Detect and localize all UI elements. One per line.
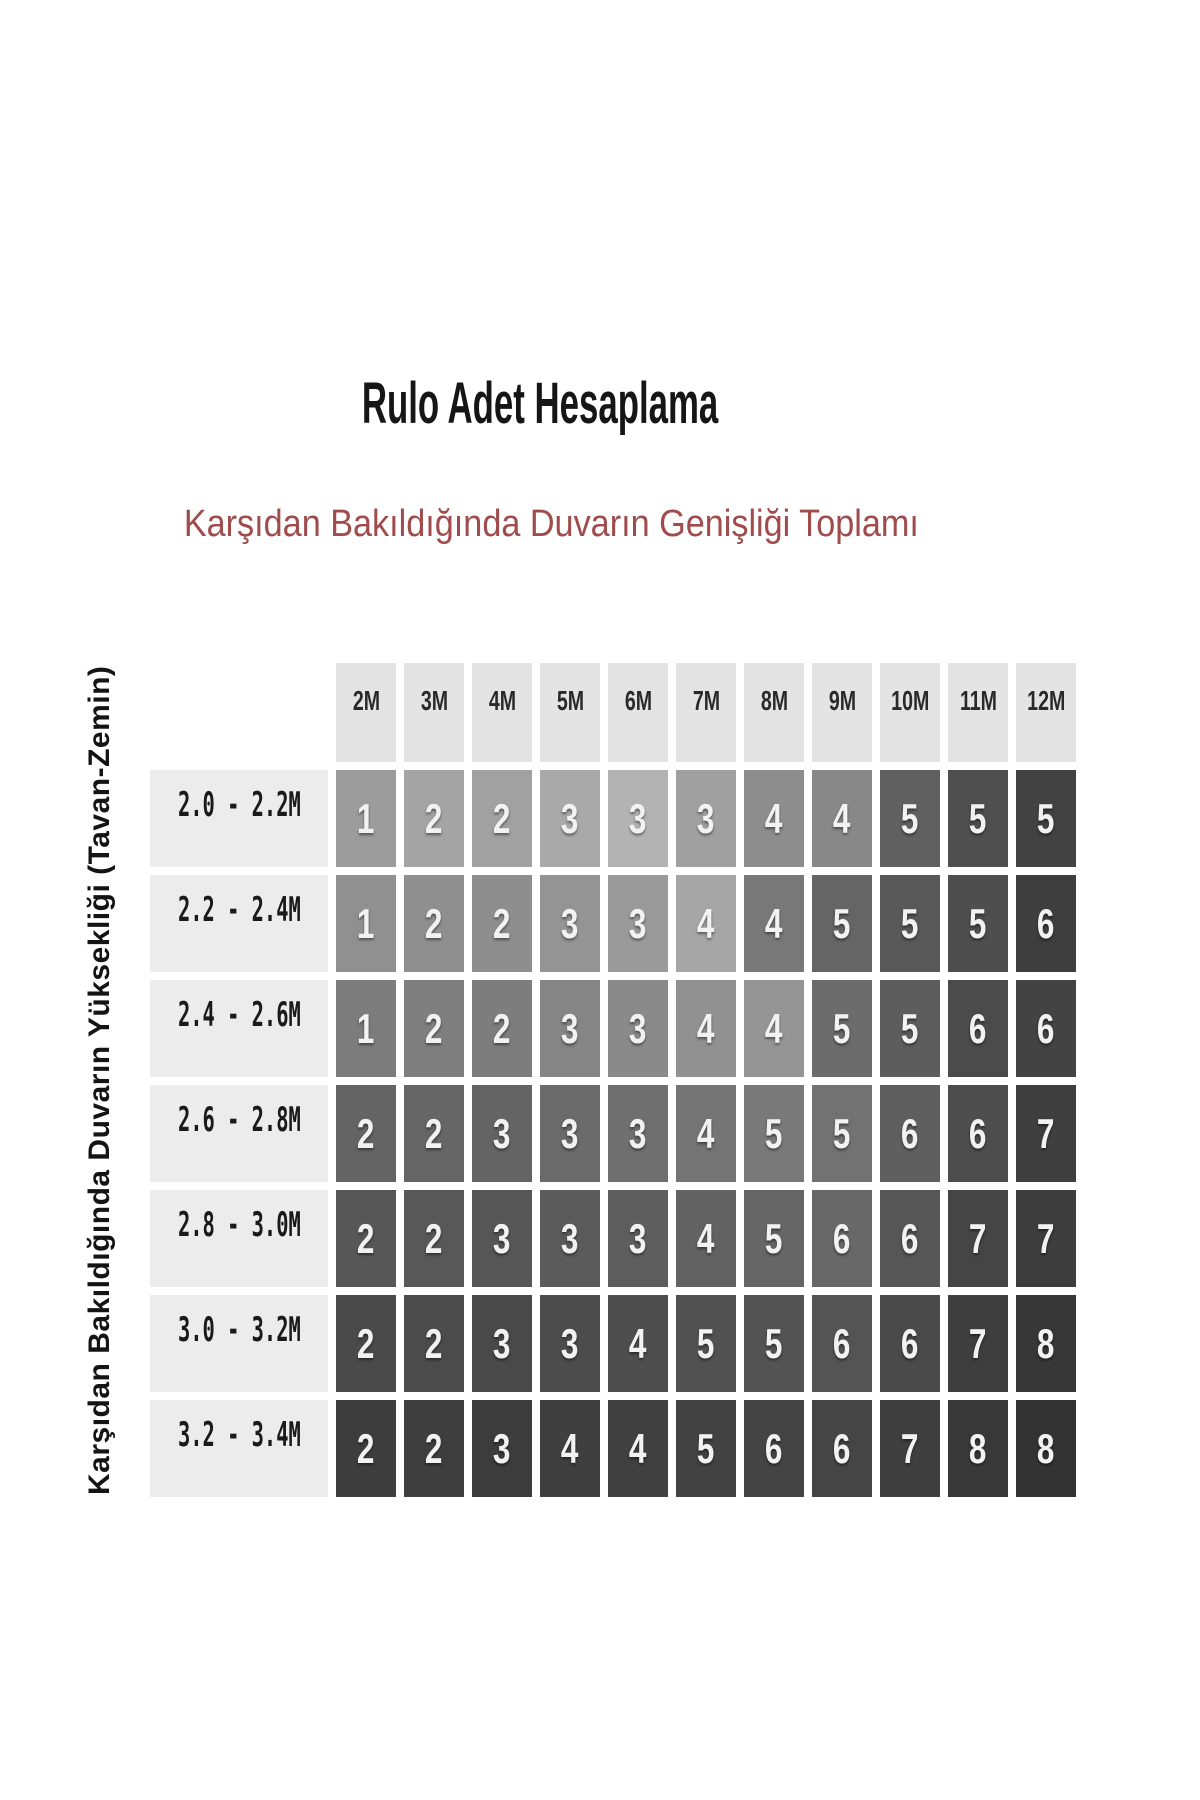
table-corner [150, 663, 328, 762]
table-cell-r0-c4 [608, 770, 668, 867]
row-label-4-label: 2.8 - 3.0M [177, 1204, 301, 1245]
table-cell-r5-c6 [744, 1295, 804, 1392]
table-cell-r3-c1-label: 2 [425, 1109, 443, 1157]
table-cell-r0-c5-label: 3 [697, 794, 715, 842]
table-cell-r5-c10 [1016, 1295, 1076, 1392]
table-cell-r1-c6 [744, 875, 804, 972]
table-cell-r2-c0 [336, 980, 396, 1077]
table-cell-r2-c2 [472, 980, 532, 1077]
row-label-6-label: 3.2 - 3.4M [177, 1414, 301, 1455]
row-label-1 [150, 875, 328, 972]
table-cell-r3-c5 [676, 1085, 736, 1182]
row-label-4 [150, 1190, 328, 1287]
table-cell-r4-c7 [812, 1190, 872, 1287]
table-cell-r5-c7 [812, 1295, 872, 1392]
table-cell-r2-c5 [676, 980, 736, 1077]
table-cell-r1-c8 [880, 875, 940, 972]
table-cell-r4-c5 [676, 1190, 736, 1287]
table-cell-r6-c7-label: 6 [833, 1424, 851, 1472]
column-header-9m [812, 663, 872, 762]
table-cell-r2-c3 [540, 980, 600, 1077]
table-cell-r2-c0-label: 1 [357, 1004, 375, 1052]
table-cell-r0-c2 [472, 770, 532, 867]
table-cell-r3-c4 [608, 1085, 668, 1182]
column-header-11m [948, 663, 1008, 762]
table-cell-r6-c5-label: 5 [697, 1424, 715, 1472]
table-cell-r6-c9 [948, 1400, 1008, 1497]
table-cell-r3-c2-label: 3 [493, 1109, 511, 1157]
table-cell-r0-c1-label: 2 [425, 794, 443, 842]
table-cell-r2-c9 [948, 980, 1008, 1077]
table-cell-r1-c8-label: 5 [901, 899, 919, 947]
table-cell-r5-c5-label: 5 [697, 1319, 715, 1367]
table-cell-r3-c9 [948, 1085, 1008, 1182]
table-cell-r0-c2-label: 2 [493, 794, 511, 842]
table-cell-r4-c1 [404, 1190, 464, 1287]
table-cell-r0-c5 [676, 770, 736, 867]
table-cell-r1-c2 [472, 875, 532, 972]
column-header-12m-label: 12M [1026, 685, 1066, 716]
table-cell-r5-c3 [540, 1295, 600, 1392]
table-cell-r3-c7-label: 5 [833, 1109, 851, 1157]
table-cell-r0-c6 [744, 770, 804, 867]
table-cell-r4-c7-label: 6 [833, 1214, 851, 1262]
table-cell-r4-c5-label: 4 [697, 1214, 715, 1262]
table-cell-r5-c3-label: 3 [561, 1319, 579, 1367]
table-cell-r6-c9-label: 8 [969, 1424, 987, 1472]
table-cell-r3-c5-label: 4 [697, 1109, 715, 1157]
table-cell-r6-c4 [608, 1400, 668, 1497]
column-header-5m-label: 5M [556, 685, 584, 716]
column-header-10m-label: 10M [890, 685, 930, 716]
table-cell-r6-c7 [812, 1400, 872, 1497]
table-cell-r4-c6 [744, 1190, 804, 1287]
table-cell-r2-c8-label: 5 [901, 1004, 919, 1052]
table-cell-r3-c0 [336, 1085, 396, 1182]
page-title-text: Rulo Adet Hesaplama [361, 371, 719, 436]
y-axis-title: Karşıdan Bakıldığında Duvarın Yüksekliği (Tavan-Zemin) [83, 665, 116, 1495]
table-cell-r4-c2-label: 3 [493, 1214, 511, 1262]
table-cell-r5-c2 [472, 1295, 532, 1392]
table-cell-r3-c8-label: 6 [901, 1109, 919, 1157]
table-cell-r3-c3-label: 3 [561, 1109, 579, 1157]
x-axis-title-text: Karşıdan Bakıldığında Duvarın Genişliği Toplamı [183, 503, 920, 545]
table-cell-r2-c10 [1016, 980, 1076, 1077]
table-cell-r6-c1-label: 2 [425, 1424, 443, 1472]
table-cell-r1-c4-label: 3 [629, 899, 647, 947]
table-cell-r1-c9 [948, 875, 1008, 972]
table-cell-r0-c9-label: 5 [969, 794, 987, 842]
table-cell-r1-c5-label: 4 [697, 899, 715, 947]
row-label-5 [150, 1295, 328, 1392]
table-cell-r3-c1 [404, 1085, 464, 1182]
table-cell-r4-c0-label: 2 [357, 1214, 375, 1262]
table-cell-r2-c3-label: 3 [561, 1004, 579, 1052]
table-cell-r2-c6-label: 4 [765, 1004, 783, 1052]
table-cell-r6-c10-label: 8 [1037, 1424, 1055, 1472]
table-cell-r3-c2 [472, 1085, 532, 1182]
table-cell-r3-c7 [812, 1085, 872, 1182]
x-axis-title [0, 502, 1103, 548]
row-label-6 [150, 1400, 328, 1497]
table-cell-r6-c2 [472, 1400, 532, 1497]
table-cell-r0-c9 [948, 770, 1008, 867]
table-cell-r1-c7 [812, 875, 872, 972]
table-cell-r1-c10-label: 6 [1037, 899, 1055, 947]
table-cell-r1-c0-label: 1 [357, 899, 375, 947]
table-cell-r4-c6-label: 5 [765, 1214, 783, 1262]
table-cell-r0-c4-label: 3 [629, 794, 647, 842]
column-header-7m [676, 663, 736, 762]
table-cell-r4-c4-label: 3 [629, 1214, 647, 1262]
table-cell-r4-c2 [472, 1190, 532, 1287]
table-cell-r0-c7 [812, 770, 872, 867]
column-header-3m [404, 663, 464, 762]
column-header-11m-label: 11M [959, 685, 997, 716]
table-cell-r5-c0-label: 2 [357, 1319, 375, 1367]
table-cell-r1-c3 [540, 875, 600, 972]
table-cell-r0-c3-label: 3 [561, 794, 579, 842]
table-cell-r5-c5 [676, 1295, 736, 1392]
column-header-2m [336, 663, 396, 762]
row-label-2-label: 2.4 - 2.6M [177, 994, 301, 1035]
table-cell-r4-c1-label: 2 [425, 1214, 443, 1262]
table-cell-r6-c8 [880, 1400, 940, 1497]
table-cell-r0-c6-label: 4 [765, 794, 783, 842]
table-cell-r3-c3 [540, 1085, 600, 1182]
table-cell-r1-c1 [404, 875, 464, 972]
table-cell-r0-c7-label: 4 [833, 794, 851, 842]
table-cell-r5-c6-label: 5 [765, 1319, 783, 1367]
table-cell-r6-c5 [676, 1400, 736, 1497]
table-cell-r5-c1-label: 2 [425, 1319, 443, 1367]
column-header-4m-label: 4M [488, 685, 516, 716]
roll-count-table [150, 663, 1076, 1497]
table-cell-r4-c10 [1016, 1190, 1076, 1287]
table-cell-r2-c7-label: 5 [833, 1004, 851, 1052]
table-cell-r3-c4-label: 3 [629, 1109, 647, 1157]
table-cell-r6-c2-label: 3 [493, 1424, 511, 1472]
table-cell-r4-c8-label: 6 [901, 1214, 919, 1262]
table-cell-r5-c9-label: 7 [969, 1319, 987, 1367]
table-cell-r1-c9-label: 5 [969, 899, 987, 947]
table-cell-r6-c1 [404, 1400, 464, 1497]
table-cell-r2-c5-label: 4 [697, 1004, 715, 1052]
column-header-9m-label: 9M [828, 685, 856, 716]
table-cell-r1-c3-label: 3 [561, 899, 579, 947]
table-cell-r4-c3-label: 3 [561, 1214, 579, 1262]
row-label-0 [150, 770, 328, 867]
table-cell-r0-c3 [540, 770, 600, 867]
table-cell-r6-c3-label: 4 [561, 1424, 579, 1472]
row-label-3-label: 2.6 - 2.8M [177, 1099, 301, 1140]
table-cell-r1-c0 [336, 875, 396, 972]
column-header-12m [1016, 663, 1076, 762]
column-header-8m-label: 8M [760, 685, 788, 716]
table-cell-r5-c7-label: 6 [833, 1319, 851, 1367]
table-cell-r4-c4 [608, 1190, 668, 1287]
table-cell-r2-c2-label: 2 [493, 1004, 511, 1052]
column-header-8m [744, 663, 804, 762]
table-cell-r4-c3 [540, 1190, 600, 1287]
table-cell-r3-c9-label: 6 [969, 1109, 987, 1157]
table-cell-r2-c1 [404, 980, 464, 1077]
table-cell-r4-c10-label: 7 [1037, 1214, 1055, 1262]
table-cell-r0-c8-label: 5 [901, 794, 919, 842]
table-cell-r5-c0 [336, 1295, 396, 1392]
table-cell-r2-c8 [880, 980, 940, 1077]
table-cell-r5-c8-label: 6 [901, 1319, 919, 1367]
table-cell-r2-c6 [744, 980, 804, 1077]
table-cell-r1-c4 [608, 875, 668, 972]
table-cell-r2-c4-label: 3 [629, 1004, 647, 1052]
table-cell-r5-c4-label: 4 [629, 1319, 647, 1367]
table-cell-r1-c10 [1016, 875, 1076, 972]
column-header-6m [608, 663, 668, 762]
table-cell-r3-c6 [744, 1085, 804, 1182]
table-cell-r2-c9-label: 6 [969, 1004, 987, 1052]
table-cell-r5-c4 [608, 1295, 668, 1392]
table-cell-r2-c7 [812, 980, 872, 1077]
table-cell-r6-c0 [336, 1400, 396, 1497]
column-header-4m [472, 663, 532, 762]
row-label-0-label: 2.0 - 2.2M [177, 784, 301, 825]
table-cell-r1-c2-label: 2 [493, 899, 511, 947]
table-cell-r1-c7-label: 5 [833, 899, 851, 947]
table-cell-r1-c6-label: 4 [765, 899, 783, 947]
table-cell-r4-c8 [880, 1190, 940, 1287]
row-label-2 [150, 980, 328, 1077]
table-cell-r3-c0-label: 2 [357, 1109, 375, 1157]
table-cell-r6-c6-label: 6 [765, 1424, 783, 1472]
table-cell-r5-c2-label: 3 [493, 1319, 511, 1367]
table-cell-r6-c0-label: 2 [357, 1424, 375, 1472]
table-cell-r6-c8-label: 7 [901, 1424, 919, 1472]
table-cell-r0-c1 [404, 770, 464, 867]
table-cell-r1-c1-label: 2 [425, 899, 443, 947]
table-cell-r1-c5 [676, 875, 736, 972]
table-cell-r0-c10 [1016, 770, 1076, 867]
row-label-3 [150, 1085, 328, 1182]
column-header-7m-label: 7M [692, 685, 720, 716]
table-cell-r6-c4-label: 4 [629, 1424, 647, 1472]
column-header-5m [540, 663, 600, 762]
table-cell-r4-c9 [948, 1190, 1008, 1287]
column-header-6m-label: 6M [624, 685, 652, 716]
table-cell-r5-c10-label: 8 [1037, 1319, 1055, 1367]
table-cell-r6-c6 [744, 1400, 804, 1497]
table-cell-r3-c10-label: 7 [1037, 1109, 1055, 1157]
table-cell-r4-c0 [336, 1190, 396, 1287]
table-cell-r0-c0 [336, 770, 396, 867]
table-cell-r3-c8 [880, 1085, 940, 1182]
table-cell-r2-c1-label: 2 [425, 1004, 443, 1052]
table-cell-r3-c6-label: 5 [765, 1109, 783, 1157]
column-header-2m-label: 2M [352, 685, 380, 716]
table-cell-r2-c4 [608, 980, 668, 1077]
table-cell-r5-c1 [404, 1295, 464, 1392]
table-cell-r0-c8 [880, 770, 940, 867]
page-title [0, 372, 1080, 436]
column-header-10m [880, 663, 940, 762]
table-cell-r4-c9-label: 7 [969, 1214, 987, 1262]
table-cell-r0-c10-label: 5 [1037, 794, 1055, 842]
table-cell-r5-c8 [880, 1295, 940, 1392]
table-cell-r3-c10 [1016, 1085, 1076, 1182]
column-header-3m-label: 3M [420, 685, 448, 716]
table-cell-r5-c9 [948, 1295, 1008, 1392]
table-cell-r2-c10-label: 6 [1037, 1004, 1055, 1052]
table-cell-r6-c3 [540, 1400, 600, 1497]
table-cell-r6-c10 [1016, 1400, 1076, 1497]
row-label-5-label: 3.0 - 3.2M [177, 1309, 301, 1350]
row-label-1-label: 2.2 - 2.4M [177, 889, 301, 930]
table-cell-r0-c0-label: 1 [357, 794, 375, 842]
